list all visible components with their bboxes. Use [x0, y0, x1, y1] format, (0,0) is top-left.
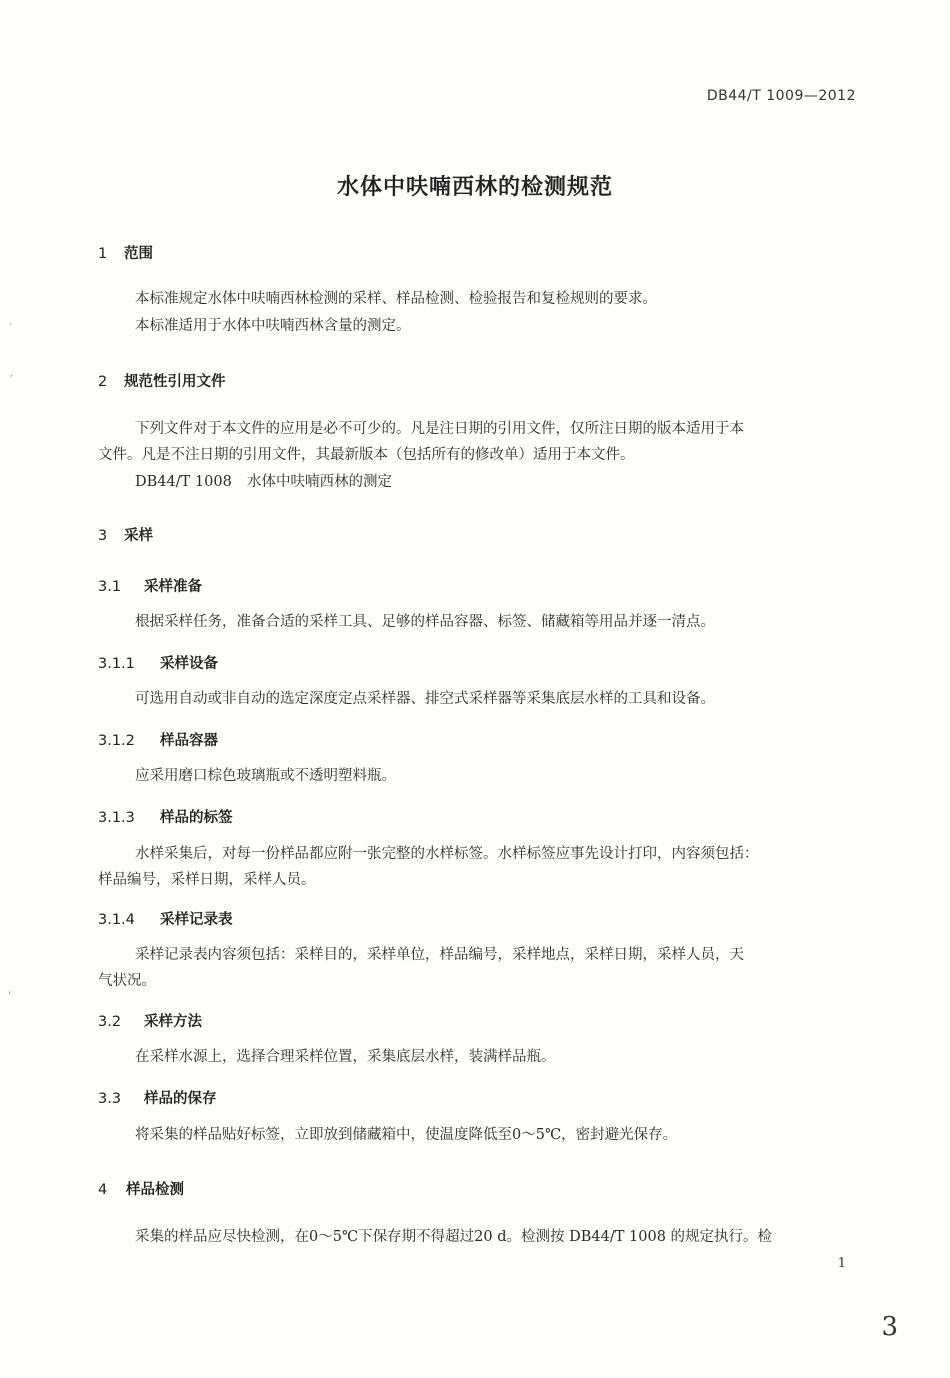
stamped-page-number: 3: [881, 1312, 898, 1342]
reference-title: 水体中呋喃西林的测定: [247, 474, 392, 490]
section-title: 采样方法: [144, 1014, 202, 1030]
paragraph: 采集的样品应尽快检测，在0～5℃下保存期不得超过20 d。检测按 DB44/T 1008 的规定执行。检: [135, 1229, 773, 1245]
section-title: 规范性引用文件: [124, 374, 226, 390]
section-3-2-heading: [98, 1010, 202, 1031]
paragraph: 本标准规定水体中呋喃西林检测的采样、样品检测、检验报告和复检规则的要求。: [135, 291, 657, 307]
section-1-heading: [98, 242, 153, 263]
standard-code: DB44/T 1009—2012: [706, 88, 856, 104]
section-number: 1: [98, 246, 108, 262]
paragraph: 下列文件对于本文件的应用是必不可少的。凡是注日期的引用文件，仅所注日期的版本适用于本: [135, 421, 744, 437]
section-number: 3.1.3: [98, 810, 135, 826]
section-title: 采样准备: [144, 579, 202, 595]
section-3-1-4-heading: [98, 908, 233, 929]
scan-mark: ˙: [8, 322, 14, 335]
section-number: 3.1: [98, 579, 122, 595]
paragraph: 本标准适用于水体中呋喃西林含量的测定。: [135, 318, 411, 334]
section-number: 3.2: [98, 1014, 122, 1030]
scan-mark: ˈ: [8, 990, 12, 1003]
section-3-1-heading: [98, 575, 202, 596]
section-number: 2: [98, 374, 108, 390]
page-number: 1: [837, 1256, 846, 1271]
normative-reference: [135, 469, 392, 496]
section-title: 样品检测: [126, 1182, 184, 1198]
scan-mark: ˊ: [8, 374, 14, 387]
section-number: 3.1.1: [98, 656, 135, 672]
section-3-3-heading: [98, 1087, 217, 1108]
paragraph: 将采集的样品贴好标签，立即放到储藏箱中，使温度降低至0～5℃，密封避光保存。: [135, 1127, 678, 1143]
paragraph: 根据采样任务，准备合适的采样工具、足够的样品容器、标签、储藏箱等用品并逐一清点。: [135, 614, 715, 630]
paragraph: 气状况。: [98, 973, 156, 989]
paragraph: 水样采集后，对每一份样品都应附一张完整的水样标签。水样标签应事先设计打印，内容须包括：: [135, 846, 759, 862]
section-4-heading: [98, 1178, 184, 1199]
paragraph: 在采样水源上，选择合理采样位置，采集底层水样，装满样品瓶。: [135, 1049, 556, 1065]
section-title: 样品的保存: [144, 1091, 217, 1107]
section-number: 3.1.2: [98, 733, 135, 749]
paragraph: 文件。凡是不注日期的引用文件，其最新版本（包括所有的修改单）适用于本文件。: [98, 447, 635, 463]
section-number: 4: [98, 1182, 108, 1198]
paragraph: 样品编号，采样日期，采样人员。: [98, 872, 316, 888]
paragraph: 应采用磨口棕色玻璃瓶或不透明塑料瓶。: [135, 768, 396, 784]
section-title: 采样记录表: [160, 912, 233, 928]
section-3-1-3-heading: [98, 806, 233, 827]
section-number: 3.1.4: [98, 912, 135, 928]
section-2-heading: [98, 370, 226, 391]
reference-code: DB44/T 1008: [135, 474, 232, 490]
paragraph: 采样记录表内容须包括：采样目的，采样单位，样品编号，采样地点，采样日期，采样人员，天: [135, 947, 744, 963]
document-title: 水体中呋喃西林的检测规范: [336, 175, 613, 200]
section-number: 3.3: [98, 1091, 122, 1107]
paragraph: 可选用自动或非自动的选定深度定点采样器、排空式采样器等采集底层水样的工具和设备。: [135, 691, 715, 707]
section-3-1-1-heading: [98, 652, 218, 673]
section-title: 采样设备: [160, 656, 218, 672]
section-title: 范围: [124, 246, 153, 262]
section-title: 样品容器: [160, 733, 218, 749]
section-title: 样品的标签: [160, 810, 233, 826]
section-number: 3: [98, 528, 108, 544]
section-title: 采样: [124, 528, 153, 544]
section-3-heading: [98, 524, 153, 545]
section-3-1-2-heading: [98, 729, 218, 750]
